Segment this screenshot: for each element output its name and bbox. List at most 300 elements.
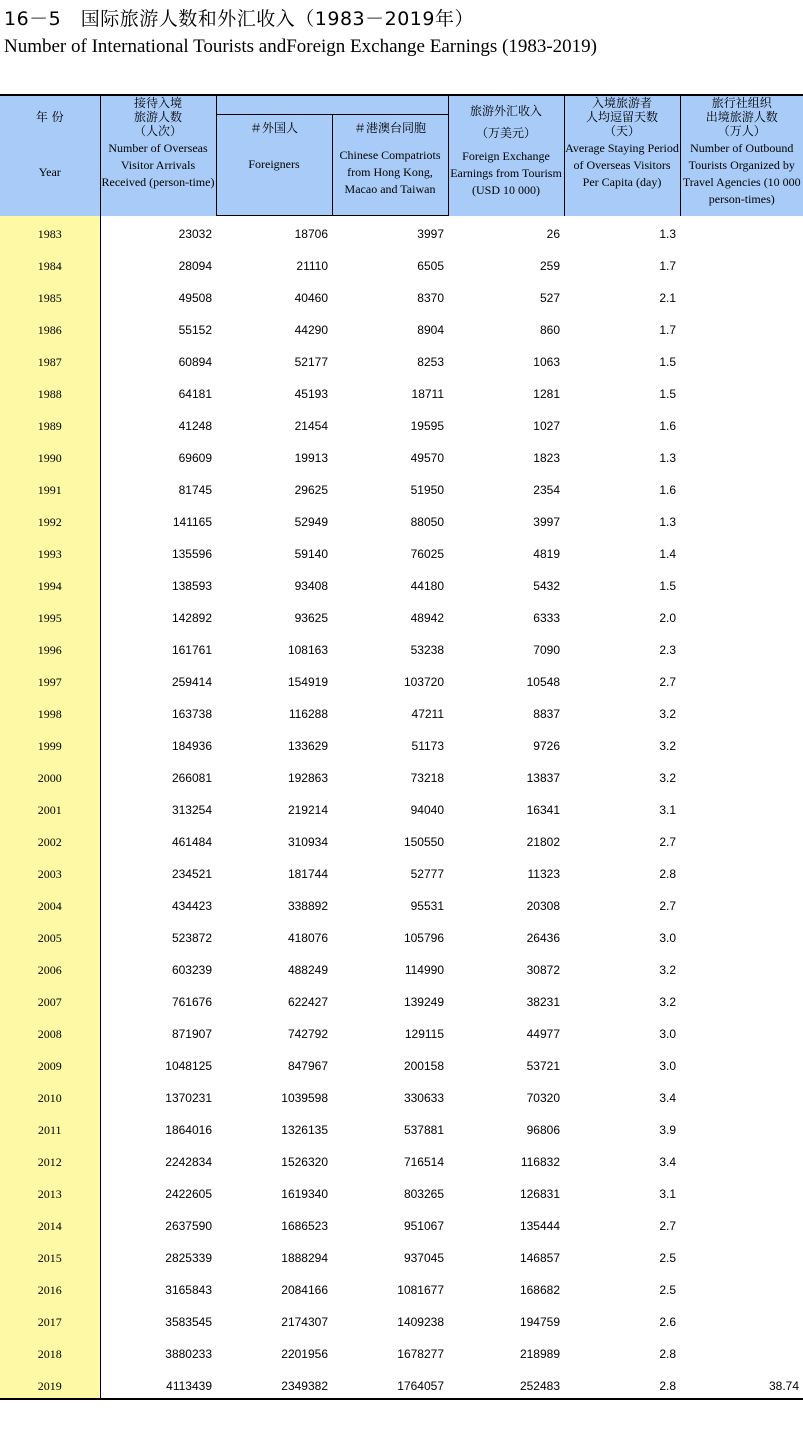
header-arrivals-cn-3: （人次）	[133, 124, 182, 138]
header-year-en: Year	[38, 165, 61, 179]
arrivals-cell: 313254	[171, 803, 212, 817]
header-arrivals-breakdown-group	[216, 96, 448, 115]
foreigners-cell: 622427	[287, 995, 328, 1009]
outbound-cell	[680, 312, 803, 344]
table-row	[0, 312, 803, 344]
arrivals-cell: 2637590	[165, 1219, 212, 1233]
staying-days-cell: 1.4	[659, 547, 676, 561]
table-row	[0, 376, 803, 408]
year-cell: 1991	[0, 472, 100, 504]
year-cell: 1989	[0, 408, 100, 440]
table-row	[0, 1304, 803, 1336]
foreigners-cell: 116288	[288, 707, 328, 721]
earnings-cell: 8837	[533, 707, 560, 721]
header-foreigners	[216, 115, 332, 216]
staying-days-cell: 1.6	[659, 483, 676, 497]
outbound-cell	[680, 664, 803, 696]
compatriots-cell: 73218	[410, 771, 444, 785]
arrivals-cell: 69609	[178, 451, 212, 465]
outbound-cell	[680, 888, 803, 920]
table-row	[0, 216, 803, 248]
outbound-cell	[680, 1144, 803, 1176]
earnings-cell: 1063	[533, 355, 560, 369]
year-cell: 2012	[0, 1144, 100, 1176]
outbound-cell	[680, 1208, 803, 1240]
arrivals-cell: 141165	[172, 515, 212, 529]
foreigners-cell: 192863	[287, 771, 328, 785]
year-cell: 2010	[0, 1080, 100, 1112]
arrivals-cell: 41248	[178, 419, 212, 433]
year-cell: 2002	[0, 824, 100, 856]
staying-days-cell: 3.0	[659, 931, 676, 945]
outbound-cell	[680, 1112, 803, 1144]
compatriots-cell: 951067	[403, 1219, 444, 1233]
staying-days-cell: 2.7	[659, 899, 676, 913]
year-cell: 1998	[0, 696, 100, 728]
outbound-cell	[680, 728, 803, 760]
earnings-cell: 3997	[533, 515, 560, 529]
foreigners-cell: 19913	[294, 451, 328, 465]
staying-days-cell: 2.8	[659, 867, 676, 881]
table-row	[0, 1048, 803, 1080]
compatriots-cell: 716514	[403, 1155, 444, 1169]
header-staying-en: Average Staying Period of Overseas Visitors Per Capita (day)	[565, 141, 679, 189]
staying-days-cell: 3.0	[659, 1027, 676, 1041]
table-row	[0, 472, 803, 504]
header-compatriots	[332, 115, 448, 216]
table-row	[0, 1368, 803, 1400]
earnings-cell: 135444	[519, 1219, 560, 1233]
earnings-cell: 116832	[520, 1155, 560, 1169]
foreigners-cell: 181744	[287, 867, 328, 881]
staying-days-cell: 2.1	[659, 291, 676, 305]
foreigners-cell: 847967	[287, 1059, 328, 1073]
header-foreigners-en: Foreigners	[248, 157, 300, 171]
year-cell: 1999	[0, 728, 100, 760]
foreigners-cell: 219214	[287, 803, 328, 817]
earnings-cell: 146857	[519, 1251, 560, 1265]
header-earnings-cn-2: （万美元）	[475, 126, 536, 140]
arrivals-cell: 28094	[178, 259, 212, 273]
table-header	[0, 96, 803, 216]
arrivals-cell: 184936	[171, 739, 212, 753]
earnings-cell: 1823	[533, 451, 560, 465]
outbound-cell	[680, 824, 803, 856]
outbound-cell	[680, 1240, 803, 1272]
earnings-cell: 11323	[527, 867, 560, 881]
earnings-cell: 70320	[526, 1091, 560, 1105]
table-row	[0, 440, 803, 472]
table-row	[0, 792, 803, 824]
arrivals-cell: 163738	[171, 707, 212, 721]
year-cell: 2014	[0, 1208, 100, 1240]
arrivals-cell: 3880233	[165, 1347, 212, 1361]
foreigners-cell: 742792	[287, 1027, 328, 1041]
outbound-cell	[680, 984, 803, 1016]
year-cell: 2011	[0, 1112, 100, 1144]
header-arrivals-cn-1: 接待入境	[133, 96, 182, 110]
compatriots-cell: 53238	[410, 643, 444, 657]
tourism-statistics-table	[0, 96, 803, 1400]
compatriots-cell: 18711	[411, 387, 444, 401]
compatriots-cell: 537881	[403, 1123, 444, 1137]
earnings-cell: 126831	[519, 1187, 560, 1201]
header-foreigners-cn: ＃外国人	[249, 121, 298, 135]
header-staying-cn-3: （天）	[603, 124, 640, 138]
table-row	[0, 824, 803, 856]
compatriots-cell: 937045	[403, 1251, 444, 1265]
outbound-cell	[680, 536, 803, 568]
foreigners-cell: 1888294	[281, 1251, 328, 1265]
year-cell: 2005	[0, 920, 100, 952]
staying-days-cell: 3.4	[659, 1091, 676, 1105]
foreigners-cell: 2084166	[281, 1283, 328, 1297]
arrivals-cell: 434423	[171, 899, 212, 913]
foreigners-cell: 2349382	[281, 1379, 328, 1393]
header-outbound-cn-3: （万人）	[717, 124, 766, 138]
foreigners-cell: 2174307	[281, 1315, 328, 1329]
staying-days-cell: 3.1	[659, 803, 676, 817]
earnings-cell: 194759	[519, 1315, 560, 1329]
foreigners-cell: 1619340	[281, 1187, 328, 1201]
staying-days-cell: 2.5	[659, 1283, 676, 1297]
year-cell: 2019	[0, 1368, 100, 1400]
compatriots-cell: 8253	[417, 355, 444, 369]
foreigners-cell: 133629	[287, 739, 328, 753]
outbound-cell	[680, 408, 803, 440]
foreigners-cell: 1686523	[281, 1219, 328, 1233]
compatriots-cell: 19595	[410, 419, 444, 433]
compatriots-cell: 51173	[411, 739, 444, 753]
table-row	[0, 248, 803, 280]
header-arrivals-en: Number of Overseas Visitor Arrivals Received (person-time)	[101, 141, 215, 189]
year-cell: 2001	[0, 792, 100, 824]
compatriots-cell: 114990	[404, 963, 444, 977]
staying-days-cell: 1.3	[659, 227, 676, 241]
outbound-cell	[680, 920, 803, 952]
outbound-cell	[680, 1048, 803, 1080]
foreigners-cell: 2201956	[281, 1347, 328, 1361]
outbound-cell	[680, 1336, 803, 1368]
foreigners-cell: 1039598	[281, 1091, 328, 1105]
foreigners-cell: 21454	[294, 419, 328, 433]
table-row	[0, 728, 803, 760]
outbound-cell	[680, 1176, 803, 1208]
arrivals-cell: 871907	[171, 1027, 212, 1041]
outbound-cell	[680, 792, 803, 824]
compatriots-cell: 105796	[403, 931, 444, 945]
table-row	[0, 1336, 803, 1368]
earnings-cell: 26436	[526, 931, 560, 945]
table-row	[0, 408, 803, 440]
staying-days-cell: 3.2	[659, 739, 676, 753]
table-row	[0, 1208, 803, 1240]
outbound-cell: 38.74	[768, 1379, 799, 1393]
earnings-cell: 259	[539, 259, 560, 273]
arrivals-cell: 81745	[178, 483, 212, 497]
foreigners-cell: 108163	[287, 643, 328, 657]
table-row	[0, 280, 803, 312]
foreigners-cell: 1526320	[281, 1155, 328, 1169]
year-cell: 1985	[0, 280, 100, 312]
arrivals-cell: 603239	[171, 963, 212, 977]
staying-days-cell: 1.6	[659, 419, 676, 433]
arrivals-cell: 4113439	[166, 1379, 212, 1393]
outbound-cell	[680, 376, 803, 408]
foreigners-cell: 310934	[287, 835, 328, 849]
year-cell: 2007	[0, 984, 100, 1016]
arrivals-cell: 3583545	[165, 1315, 212, 1329]
header-year	[0, 96, 100, 216]
header-staying	[564, 96, 680, 216]
table-row	[0, 920, 803, 952]
table-body	[0, 216, 803, 1400]
earnings-cell: 6333	[533, 611, 560, 625]
arrivals-cell: 266081	[171, 771, 212, 785]
arrivals-cell: 523872	[171, 931, 212, 945]
compatriots-cell: 47211	[411, 707, 444, 721]
header-staying-cn-1: 入境旅游者	[591, 96, 652, 110]
earnings-cell: 13837	[526, 771, 560, 785]
outbound-cell	[680, 344, 803, 376]
table-row	[0, 1080, 803, 1112]
compatriots-cell: 3997	[417, 227, 444, 242]
table-row	[0, 952, 803, 984]
table-row	[0, 888, 803, 920]
compatriots-cell: 94040	[410, 803, 444, 817]
staying-days-cell: 1.7	[659, 259, 676, 273]
staying-days-cell: 1.3	[659, 451, 676, 465]
foreigners-cell: 93408	[294, 579, 328, 593]
table-row	[0, 504, 803, 536]
outbound-cell	[680, 1080, 803, 1112]
table-row	[0, 568, 803, 600]
compatriots-cell: 44180	[410, 579, 444, 593]
foreigners-cell: 18706	[294, 227, 328, 242]
arrivals-cell: 1370231	[165, 1091, 212, 1105]
outbound-cell	[680, 760, 803, 792]
compatriots-cell: 1409238	[397, 1315, 444, 1329]
compatriots-cell: 88050	[410, 515, 444, 529]
staying-days-cell: 3.2	[659, 707, 676, 721]
table-row	[0, 536, 803, 568]
staying-days-cell: 3.4	[659, 1155, 676, 1169]
compatriots-cell: 1764057	[397, 1379, 444, 1393]
compatriots-cell: 330633	[403, 1091, 444, 1105]
staying-days-cell: 3.0	[659, 1059, 676, 1073]
earnings-cell: 16341	[526, 803, 560, 817]
year-cell: 2017	[0, 1304, 100, 1336]
arrivals-cell: 60894	[178, 355, 212, 369]
foreigners-cell: 44290	[294, 323, 328, 337]
table-row	[0, 1240, 803, 1272]
outbound-cell	[680, 568, 803, 600]
table-row	[0, 856, 803, 888]
arrivals-cell: 138593	[171, 579, 212, 593]
year-cell: 2000	[0, 760, 100, 792]
foreigners-cell: 40460	[294, 291, 328, 305]
earnings-cell: 5432	[533, 579, 560, 593]
outbound-cell	[680, 632, 803, 664]
header-staying-cn-2: 人均逗留天数	[585, 110, 658, 124]
staying-days-cell: 2.7	[659, 835, 676, 849]
table-title-english: Number of International Tourists andForeign Exchange Earnings (1983-2019)	[4, 36, 597, 57]
compatriots-cell: 1081677	[397, 1283, 444, 1297]
header-earnings-cn-1: 旅游外汇收入	[469, 104, 542, 118]
arrivals-cell: 461484	[171, 835, 212, 849]
earnings-cell: 9726	[533, 739, 560, 753]
arrivals-cell: 23032	[178, 227, 212, 241]
compatriots-cell: 803265	[403, 1187, 444, 1201]
arrivals-cell: 142892	[171, 611, 212, 625]
year-cell: 1996	[0, 632, 100, 664]
arrivals-cell: 259414	[171, 675, 212, 689]
year-cell: 2006	[0, 952, 100, 984]
earnings-cell: 527	[539, 291, 560, 305]
year-cell: 2015	[0, 1240, 100, 1272]
earnings-cell: 10548	[526, 675, 560, 689]
staying-days-cell: 1.5	[659, 355, 676, 369]
foreigners-cell: 488249	[287, 963, 328, 977]
year-cell: 1990	[0, 440, 100, 472]
foreigners-cell: 93625	[294, 611, 328, 625]
header-year-cn: 年 份	[35, 110, 64, 124]
header-outbound-cn-1: 旅行社组织	[711, 96, 772, 110]
earnings-cell: 53721	[526, 1059, 560, 1073]
table-row	[0, 984, 803, 1016]
staying-days-cell: 3.2	[659, 771, 676, 785]
outbound-cell	[680, 248, 803, 280]
compatriots-cell: 48942	[410, 611, 444, 625]
arrivals-cell: 135596	[171, 547, 212, 561]
year-cell: 1992	[0, 504, 100, 536]
arrivals-cell: 1864016	[165, 1123, 212, 1137]
outbound-cell	[680, 600, 803, 632]
compatriots-cell: 52777	[410, 867, 444, 881]
compatriots-cell: 129115	[404, 1027, 444, 1041]
foreigners-cell: 418076	[287, 931, 328, 945]
earnings-cell: 218989	[519, 1347, 560, 1361]
arrivals-cell: 2422605	[165, 1187, 212, 1201]
foreigners-cell: 29625	[294, 483, 328, 497]
table-row	[0, 760, 803, 792]
earnings-cell: 1027	[533, 419, 560, 433]
outbound-cell	[680, 440, 803, 472]
outbound-cell	[680, 472, 803, 504]
year-cell: 1997	[0, 664, 100, 696]
compatriots-cell: 1678277	[397, 1347, 444, 1361]
earnings-cell: 860	[539, 323, 560, 337]
foreigners-cell: 45193	[294, 387, 328, 401]
header-earnings-en: Foreign Exchange Earnings from Tourism (USD 10 000)	[450, 149, 562, 197]
staying-days-cell: 2.7	[659, 675, 676, 689]
year-cell: 1988	[0, 376, 100, 408]
compatriots-cell: 76025	[410, 547, 444, 561]
earnings-cell: 168682	[519, 1283, 560, 1297]
year-cell: 2016	[0, 1272, 100, 1304]
foreigners-cell: 154919	[287, 675, 328, 689]
compatriots-cell: 8370	[417, 291, 444, 305]
table-bottom-rule	[0, 1398, 803, 1400]
foreigners-cell: 21110	[296, 259, 328, 273]
year-cell: 2004	[0, 888, 100, 920]
year-cell: 2008	[0, 1016, 100, 1048]
year-cell: 1986	[0, 312, 100, 344]
header-outbound	[680, 96, 803, 216]
staying-days-cell: 3.2	[659, 963, 676, 977]
staying-days-cell: 2.3	[659, 643, 676, 657]
staying-days-cell: 3.9	[659, 1123, 676, 1137]
earnings-cell: 2354	[533, 483, 560, 497]
table-row	[0, 344, 803, 376]
outbound-cell	[680, 280, 803, 312]
foreigners-cell: 338892	[287, 899, 328, 913]
compatriots-cell: 8904	[417, 323, 444, 337]
year-cell: 1994	[0, 568, 100, 600]
foreigners-cell: 52177	[294, 355, 328, 369]
compatriots-cell: 6505	[417, 259, 444, 273]
outbound-cell	[680, 696, 803, 728]
header-outbound-en: Number of Outbound Tourists Organized by Travel Agencies (10 000 person-times)	[682, 141, 801, 206]
year-cell: 1995	[0, 600, 100, 632]
header-earnings	[448, 96, 564, 216]
header-outbound-cn-2: 出境旅游人数	[705, 110, 778, 124]
earnings-cell: 21802	[526, 835, 560, 849]
arrivals-cell: 64181	[178, 387, 212, 401]
arrivals-cell: 161761	[171, 643, 212, 657]
compatriots-cell: 95531	[410, 899, 444, 913]
earnings-cell: 26	[546, 227, 560, 241]
header-compatriots-cn: ＃港澳台同胞	[353, 121, 426, 135]
staying-days-cell: 1.5	[659, 387, 676, 401]
table-row	[0, 632, 803, 664]
staying-days-cell: 1.7	[659, 323, 676, 337]
outbound-cell	[680, 216, 803, 248]
arrivals-cell: 1048125	[165, 1059, 212, 1073]
year-cell: 2009	[0, 1048, 100, 1080]
staying-days-cell: 2.8	[659, 1347, 676, 1361]
year-cell: 2003	[0, 856, 100, 888]
arrivals-cell: 234521	[171, 867, 212, 881]
outbound-cell	[680, 1304, 803, 1336]
foreigners-cell: 52949	[294, 515, 328, 529]
earnings-cell: 4819	[533, 547, 560, 561]
staying-days-cell: 2.7	[659, 1219, 676, 1233]
earnings-cell: 252483	[519, 1379, 560, 1393]
outbound-cell	[680, 1272, 803, 1304]
staying-days-cell: 2.8	[659, 1379, 676, 1393]
staying-days-cell: 1.5	[659, 579, 676, 593]
table-row	[0, 600, 803, 632]
compatriots-cell: 139249	[403, 995, 444, 1009]
arrivals-cell: 2242834	[165, 1155, 212, 1169]
staying-days-cell: 2.0	[659, 611, 676, 625]
earnings-cell: 44977	[526, 1027, 560, 1041]
header-arrivals-cn-2: 旅游人数	[133, 110, 182, 124]
table-row	[0, 1144, 803, 1176]
staying-days-cell: 2.6	[659, 1315, 676, 1329]
foreigners-cell: 1326135	[281, 1123, 328, 1137]
arrivals-cell: 2825339	[165, 1251, 212, 1265]
earnings-cell: 20308	[526, 899, 560, 913]
outbound-cell	[680, 952, 803, 984]
compatriots-cell: 200158	[403, 1059, 444, 1073]
arrivals-cell: 49508	[178, 291, 212, 305]
earnings-cell: 30872	[526, 963, 560, 977]
compatriots-cell: 150550	[403, 835, 444, 849]
staying-days-cell: 3.2	[659, 995, 676, 1009]
year-cell: 1993	[0, 536, 100, 568]
